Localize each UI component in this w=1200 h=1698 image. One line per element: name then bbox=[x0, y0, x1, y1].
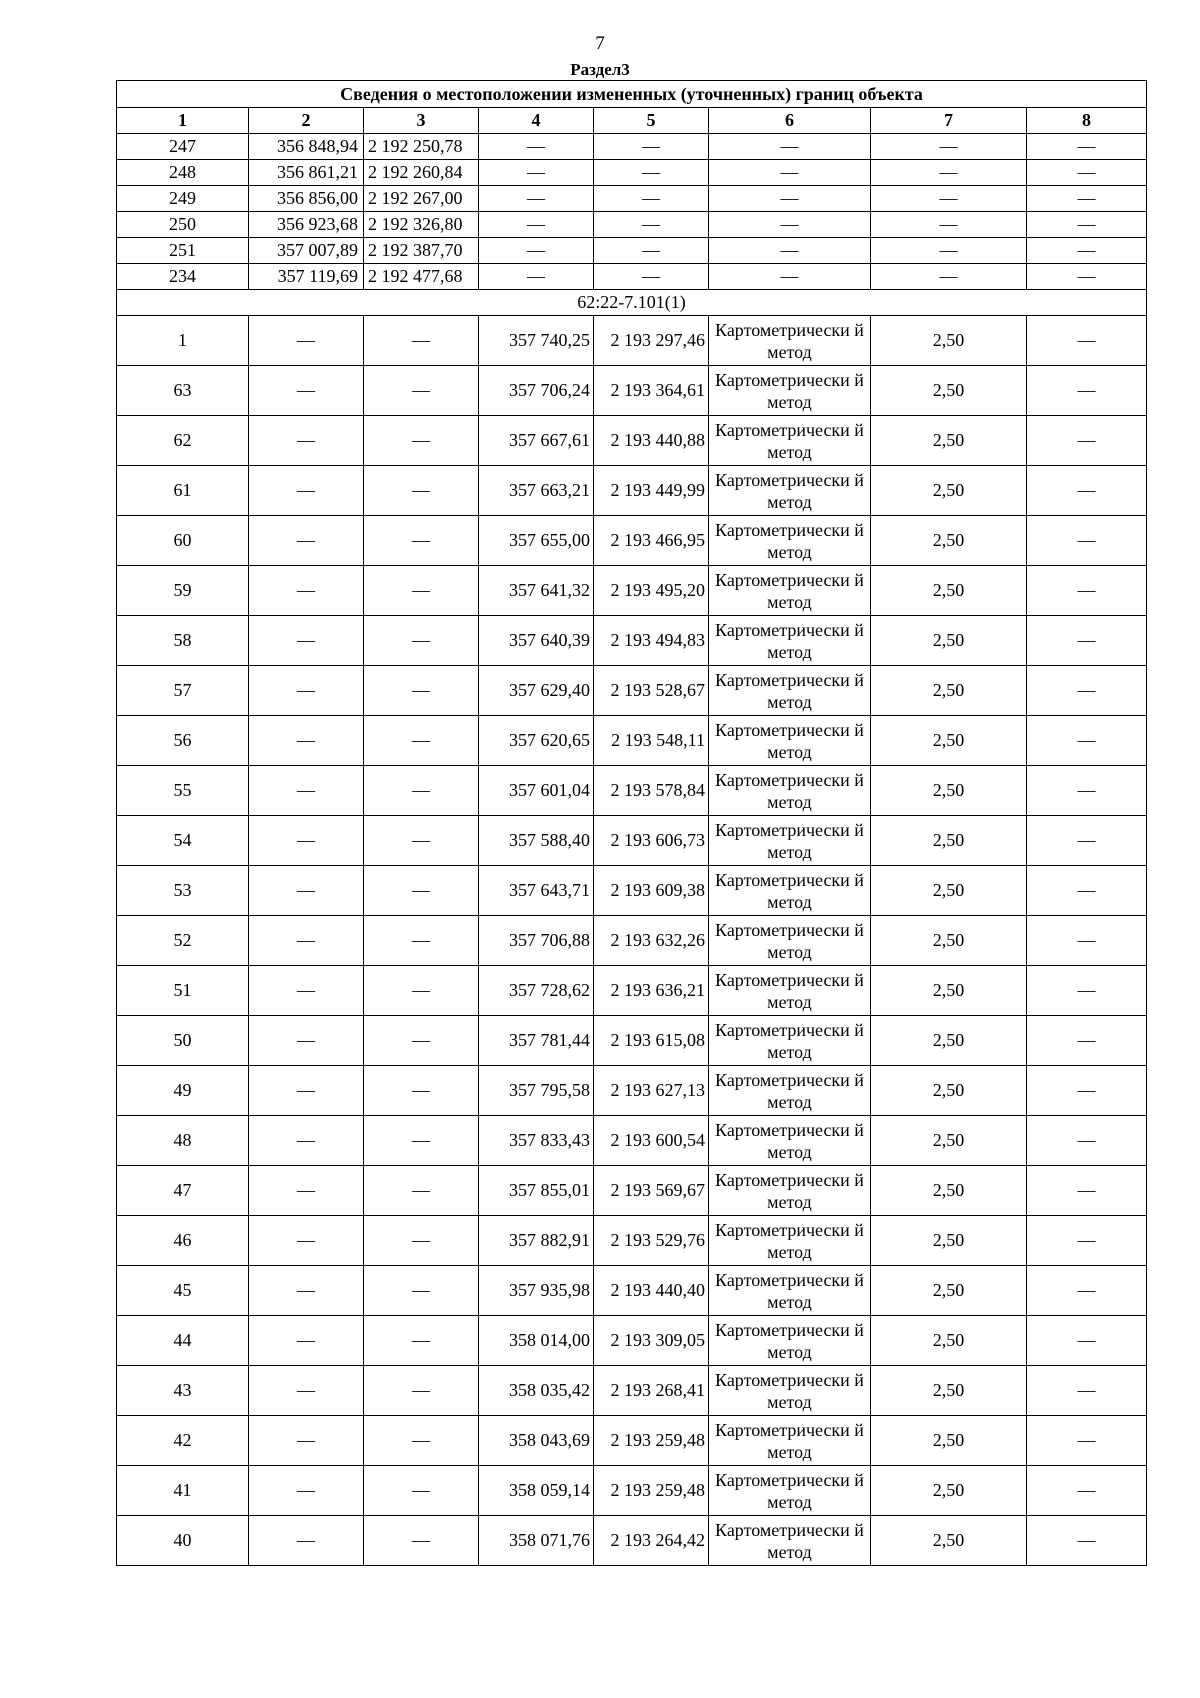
table-row bbox=[117, 1416, 1147, 1466]
empty-value-cell: — bbox=[364, 866, 479, 916]
table-row bbox=[117, 316, 1147, 366]
new-x-cell: 357 935,98 bbox=[479, 1266, 594, 1316]
empty-value-cell: — bbox=[1027, 966, 1147, 1016]
new-y-cell: 2 193 600,54 bbox=[594, 1116, 709, 1166]
new-x-cell: 357 655,00 bbox=[479, 516, 594, 566]
new-x-cell: 357 601,04 bbox=[479, 766, 594, 816]
table-row bbox=[117, 416, 1147, 466]
table-row bbox=[117, 1166, 1147, 1216]
existing-x-cell: 357 007,89 bbox=[249, 238, 364, 264]
empty-value-cell: — bbox=[1027, 212, 1147, 238]
empty-value-cell: — bbox=[1027, 316, 1147, 366]
empty-value-cell: — bbox=[249, 916, 364, 966]
new-y-cell: 2 193 495,20 bbox=[594, 566, 709, 616]
point-number-cell: 1 bbox=[117, 316, 249, 366]
new-y-cell: 2 193 606,73 bbox=[594, 816, 709, 866]
empty-value-cell: — bbox=[249, 366, 364, 416]
empty-value-cell: — bbox=[364, 1216, 479, 1266]
accuracy-cell: 2,50 bbox=[871, 816, 1027, 866]
method-cell: Картометрически й метод bbox=[709, 1016, 871, 1066]
empty-value-cell: — bbox=[364, 1016, 479, 1066]
empty-value-cell: — bbox=[1027, 816, 1147, 866]
point-number-cell: 247 bbox=[117, 134, 249, 160]
table-title: Сведения о местоположении измененных (уточненных) границ объекта bbox=[117, 81, 1147, 108]
empty-value-cell: — bbox=[249, 666, 364, 716]
empty-value-cell: — bbox=[1027, 916, 1147, 966]
empty-value-cell: — bbox=[871, 238, 1027, 264]
new-x-cell: 357 781,44 bbox=[479, 1016, 594, 1066]
point-number-cell: 45 bbox=[117, 1266, 249, 1316]
new-x-cell: 357 620,65 bbox=[479, 716, 594, 766]
empty-value-cell: — bbox=[479, 264, 594, 290]
empty-value-cell: — bbox=[249, 566, 364, 616]
accuracy-cell: 2,50 bbox=[871, 1466, 1027, 1516]
empty-value-cell: — bbox=[1027, 616, 1147, 666]
method-cell: Картометрически й метод bbox=[709, 1216, 871, 1266]
empty-value-cell: — bbox=[479, 238, 594, 264]
accuracy-cell: 2,50 bbox=[871, 316, 1027, 366]
table-row bbox=[117, 866, 1147, 916]
point-number-cell: 250 bbox=[117, 212, 249, 238]
new-y-cell: 2 193 297,46 bbox=[594, 316, 709, 366]
accuracy-cell: 2,50 bbox=[871, 1116, 1027, 1166]
column-number: 5 bbox=[594, 108, 709, 134]
point-number-cell: 249 bbox=[117, 186, 249, 212]
empty-value-cell: — bbox=[249, 816, 364, 866]
accuracy-cell: 2,50 bbox=[871, 366, 1027, 416]
empty-value-cell: — bbox=[364, 466, 479, 516]
table-row bbox=[117, 1366, 1147, 1416]
empty-value-cell: — bbox=[594, 238, 709, 264]
point-number-cell: 234 bbox=[117, 264, 249, 290]
point-number-cell: 40 bbox=[117, 1516, 249, 1566]
empty-value-cell: — bbox=[1027, 466, 1147, 516]
empty-value-cell: — bbox=[249, 866, 364, 916]
table-row bbox=[117, 666, 1147, 716]
accuracy-cell: 2,50 bbox=[871, 1366, 1027, 1416]
table-row bbox=[117, 1316, 1147, 1366]
empty-value-cell: — bbox=[249, 1266, 364, 1316]
empty-value-cell: — bbox=[1027, 516, 1147, 566]
table-row bbox=[117, 816, 1147, 866]
empty-value-cell: — bbox=[364, 616, 479, 666]
empty-value-cell: — bbox=[249, 1316, 364, 1366]
method-cell: Картометрически й метод bbox=[709, 666, 871, 716]
column-number: 6 bbox=[709, 108, 871, 134]
empty-value-cell: — bbox=[1027, 1066, 1147, 1116]
empty-value-cell: — bbox=[1027, 264, 1147, 290]
empty-value-cell: — bbox=[594, 160, 709, 186]
accuracy-cell: 2,50 bbox=[871, 1066, 1027, 1116]
table-row bbox=[117, 1066, 1147, 1116]
empty-value-cell: — bbox=[364, 566, 479, 616]
table-row bbox=[117, 566, 1147, 616]
method-cell: Картометрически й метод bbox=[709, 466, 871, 516]
point-number-cell: 46 bbox=[117, 1216, 249, 1266]
empty-value-cell: — bbox=[594, 264, 709, 290]
method-cell: Картометрически й метод bbox=[709, 966, 871, 1016]
empty-value-cell: — bbox=[1027, 186, 1147, 212]
empty-value-cell: — bbox=[364, 366, 479, 416]
existing-x-cell: 356 861,21 bbox=[249, 160, 364, 186]
new-x-cell: 357 588,40 bbox=[479, 816, 594, 866]
method-cell: Картометрически й метод bbox=[709, 866, 871, 916]
new-x-cell: 357 706,88 bbox=[479, 916, 594, 966]
empty-value-cell: — bbox=[364, 1416, 479, 1466]
method-cell: Картометрически й метод bbox=[709, 416, 871, 466]
empty-value-cell: — bbox=[1027, 1116, 1147, 1166]
new-x-cell: 357 667,61 bbox=[479, 416, 594, 466]
empty-value-cell: — bbox=[1027, 134, 1147, 160]
point-number-cell: 57 bbox=[117, 666, 249, 716]
accuracy-cell: 2,50 bbox=[871, 1166, 1027, 1216]
column-number: 1 bbox=[117, 108, 249, 134]
new-x-cell: 357 882,91 bbox=[479, 1216, 594, 1266]
empty-value-cell: — bbox=[709, 186, 871, 212]
empty-value-cell: — bbox=[364, 1466, 479, 1516]
empty-value-cell: — bbox=[1027, 1016, 1147, 1066]
new-y-cell: 2 193 364,61 bbox=[594, 366, 709, 416]
new-y-cell: 2 193 529,76 bbox=[594, 1216, 709, 1266]
empty-value-cell: — bbox=[709, 160, 871, 186]
method-cell: Картометрически й метод bbox=[709, 1266, 871, 1316]
column-number: 8 bbox=[1027, 108, 1147, 134]
new-y-cell: 2 193 627,13 bbox=[594, 1066, 709, 1116]
empty-value-cell: — bbox=[1027, 1416, 1147, 1466]
existing-y-cell: 2 192 267,00 bbox=[364, 186, 479, 212]
method-cell: Картометрически й метод bbox=[709, 366, 871, 416]
point-number-cell: 51 bbox=[117, 966, 249, 1016]
empty-value-cell: — bbox=[249, 766, 364, 816]
empty-value-cell: — bbox=[249, 1166, 364, 1216]
table-row bbox=[117, 1466, 1147, 1516]
empty-value-cell: — bbox=[364, 716, 479, 766]
point-number-cell: 50 bbox=[117, 1016, 249, 1066]
point-number-cell: 58 bbox=[117, 616, 249, 666]
empty-value-cell: — bbox=[1027, 1516, 1147, 1566]
accuracy-cell: 2,50 bbox=[871, 566, 1027, 616]
empty-value-cell: — bbox=[249, 716, 364, 766]
point-number-cell: 49 bbox=[117, 1066, 249, 1116]
table-row bbox=[117, 212, 1147, 238]
empty-value-cell: — bbox=[249, 1066, 364, 1116]
method-cell: Картометрически й метод bbox=[709, 716, 871, 766]
existing-x-cell: 356 856,00 bbox=[249, 186, 364, 212]
empty-value-cell: — bbox=[709, 134, 871, 160]
empty-value-cell: — bbox=[249, 1466, 364, 1516]
empty-value-cell: — bbox=[871, 212, 1027, 238]
existing-y-cell: 2 192 260,84 bbox=[364, 160, 479, 186]
point-number-cell: 53 bbox=[117, 866, 249, 916]
table-row bbox=[117, 466, 1147, 516]
empty-value-cell: — bbox=[249, 616, 364, 666]
accuracy-cell: 2,50 bbox=[871, 716, 1027, 766]
empty-value-cell: — bbox=[1027, 1216, 1147, 1266]
accuracy-cell: 2,50 bbox=[871, 1316, 1027, 1366]
column-number: 4 bbox=[479, 108, 594, 134]
table-row bbox=[117, 516, 1147, 566]
empty-value-cell: — bbox=[1027, 666, 1147, 716]
new-y-cell: 2 193 609,38 bbox=[594, 866, 709, 916]
empty-value-cell: — bbox=[594, 186, 709, 212]
new-x-cell: 357 643,71 bbox=[479, 866, 594, 916]
point-number-cell: 55 bbox=[117, 766, 249, 816]
new-x-cell: 358 071,76 bbox=[479, 1516, 594, 1566]
new-x-cell: 357 833,43 bbox=[479, 1116, 594, 1166]
new-x-cell: 357 728,62 bbox=[479, 966, 594, 1016]
table-row bbox=[117, 134, 1147, 160]
accuracy-cell: 2,50 bbox=[871, 1416, 1027, 1466]
table-row bbox=[117, 1266, 1147, 1316]
empty-value-cell: — bbox=[871, 186, 1027, 212]
existing-y-cell: 2 192 387,70 bbox=[364, 238, 479, 264]
method-cell: Картометрически й метод bbox=[709, 1466, 871, 1516]
empty-value-cell: — bbox=[594, 212, 709, 238]
method-cell: Картометрически й метод bbox=[709, 916, 871, 966]
method-cell: Картометрически й метод bbox=[709, 1066, 871, 1116]
empty-value-cell: — bbox=[249, 316, 364, 366]
point-number-cell: 47 bbox=[117, 1166, 249, 1216]
empty-value-cell: — bbox=[249, 1016, 364, 1066]
empty-value-cell: — bbox=[364, 1116, 479, 1166]
table-row bbox=[117, 616, 1147, 666]
method-cell: Картометрически й метод bbox=[709, 316, 871, 366]
point-number-cell: 63 bbox=[117, 366, 249, 416]
method-cell: Картометрически й метод bbox=[709, 1416, 871, 1466]
empty-value-cell: — bbox=[871, 160, 1027, 186]
empty-value-cell: — bbox=[364, 416, 479, 466]
column-number-row bbox=[117, 108, 1147, 134]
empty-value-cell: — bbox=[709, 238, 871, 264]
accuracy-cell: 2,50 bbox=[871, 916, 1027, 966]
new-x-cell: 358 014,00 bbox=[479, 1316, 594, 1366]
new-x-cell: 357 740,25 bbox=[479, 316, 594, 366]
accuracy-cell: 2,50 bbox=[871, 1516, 1027, 1566]
empty-value-cell: — bbox=[249, 1416, 364, 1466]
new-y-cell: 2 193 636,21 bbox=[594, 966, 709, 1016]
empty-value-cell: — bbox=[594, 134, 709, 160]
empty-value-cell: — bbox=[1027, 1266, 1147, 1316]
table-row bbox=[117, 916, 1147, 966]
section-title: Раздел3 bbox=[570, 60, 630, 79]
new-y-cell: 2 193 578,84 bbox=[594, 766, 709, 816]
point-number-cell: 44 bbox=[117, 1316, 249, 1366]
accuracy-cell: 2,50 bbox=[871, 766, 1027, 816]
empty-value-cell: — bbox=[249, 1216, 364, 1266]
new-y-cell: 2 193 528,67 bbox=[594, 666, 709, 716]
point-number-cell: 52 bbox=[117, 916, 249, 966]
new-x-cell: 357 629,40 bbox=[479, 666, 594, 716]
existing-y-cell: 2 192 477,68 bbox=[364, 264, 479, 290]
empty-value-cell: — bbox=[1027, 1366, 1147, 1416]
new-y-cell: 2 193 440,40 bbox=[594, 1266, 709, 1316]
point-number-cell: 62 bbox=[117, 416, 249, 466]
accuracy-cell: 2,50 bbox=[871, 866, 1027, 916]
method-cell: Картометрически й метод bbox=[709, 816, 871, 866]
point-number-cell: 42 bbox=[117, 1416, 249, 1466]
empty-value-cell: — bbox=[479, 186, 594, 212]
existing-x-cell: 357 119,69 bbox=[249, 264, 364, 290]
accuracy-cell: 2,50 bbox=[871, 1266, 1027, 1316]
table-row bbox=[117, 238, 1147, 264]
point-number-cell: 54 bbox=[117, 816, 249, 866]
empty-value-cell: — bbox=[1027, 1166, 1147, 1216]
subsection-label: 62:22-7.101(1) bbox=[117, 290, 1147, 316]
new-y-cell: 2 193 615,08 bbox=[594, 1016, 709, 1066]
empty-value-cell: — bbox=[364, 1066, 479, 1116]
accuracy-cell: 2,50 bbox=[871, 616, 1027, 666]
empty-value-cell: — bbox=[1027, 416, 1147, 466]
new-y-cell: 2 193 440,88 bbox=[594, 416, 709, 466]
accuracy-cell: 2,50 bbox=[871, 416, 1027, 466]
method-cell: Картометрически й метод bbox=[709, 766, 871, 816]
column-number: 3 bbox=[364, 108, 479, 134]
point-number-cell: 251 bbox=[117, 238, 249, 264]
point-number-cell: 48 bbox=[117, 1116, 249, 1166]
empty-value-cell: — bbox=[249, 516, 364, 566]
empty-value-cell: — bbox=[249, 416, 364, 466]
new-y-cell: 2 193 494,83 bbox=[594, 616, 709, 666]
table-row bbox=[117, 1216, 1147, 1266]
point-number-cell: 56 bbox=[117, 716, 249, 766]
empty-value-cell: — bbox=[364, 316, 479, 366]
accuracy-cell: 2,50 bbox=[871, 466, 1027, 516]
table-row bbox=[117, 716, 1147, 766]
empty-value-cell: — bbox=[364, 1366, 479, 1416]
boundary-coordinates-table bbox=[116, 80, 1147, 1566]
table-row bbox=[117, 1516, 1147, 1566]
accuracy-cell: 2,50 bbox=[871, 1016, 1027, 1066]
empty-value-cell: — bbox=[871, 264, 1027, 290]
table-row bbox=[117, 766, 1147, 816]
empty-value-cell: — bbox=[1027, 160, 1147, 186]
table-row bbox=[117, 1116, 1147, 1166]
point-number-cell: 61 bbox=[117, 466, 249, 516]
new-x-cell: 358 035,42 bbox=[479, 1366, 594, 1416]
accuracy-cell: 2,50 bbox=[871, 1216, 1027, 1266]
new-y-cell: 2 193 259,48 bbox=[594, 1466, 709, 1516]
method-cell: Картометрически й метод bbox=[709, 1316, 871, 1366]
table-row bbox=[117, 186, 1147, 212]
empty-value-cell: — bbox=[1027, 716, 1147, 766]
empty-value-cell: — bbox=[364, 966, 479, 1016]
empty-value-cell: — bbox=[364, 766, 479, 816]
empty-value-cell: — bbox=[479, 212, 594, 238]
new-x-cell: 357 795,58 bbox=[479, 1066, 594, 1116]
method-cell: Картометрически й метод bbox=[709, 1366, 871, 1416]
existing-y-cell: 2 192 326,80 bbox=[364, 212, 479, 238]
point-number-cell: 59 bbox=[117, 566, 249, 616]
empty-value-cell: — bbox=[364, 516, 479, 566]
column-number: 7 bbox=[871, 108, 1027, 134]
empty-value-cell: — bbox=[1027, 1316, 1147, 1366]
empty-value-cell: — bbox=[479, 134, 594, 160]
new-x-cell: 357 663,21 bbox=[479, 466, 594, 516]
empty-value-cell: — bbox=[871, 134, 1027, 160]
new-y-cell: 2 193 449,99 bbox=[594, 466, 709, 516]
new-y-cell: 2 193 548,11 bbox=[594, 716, 709, 766]
new-y-cell: 2 193 259,48 bbox=[594, 1416, 709, 1466]
existing-x-cell: 356 923,68 bbox=[249, 212, 364, 238]
table-row bbox=[117, 264, 1147, 290]
point-number-cell: 41 bbox=[117, 1466, 249, 1516]
new-x-cell: 357 706,24 bbox=[479, 366, 594, 416]
new-x-cell: 357 640,39 bbox=[479, 616, 594, 666]
new-x-cell: 358 043,69 bbox=[479, 1416, 594, 1466]
point-number-cell: 60 bbox=[117, 516, 249, 566]
table-row bbox=[117, 1016, 1147, 1066]
new-y-cell: 2 193 268,41 bbox=[594, 1366, 709, 1416]
empty-value-cell: — bbox=[709, 264, 871, 290]
page-number: 7 bbox=[595, 33, 605, 54]
method-cell: Картометрически й метод bbox=[709, 1166, 871, 1216]
empty-value-cell: — bbox=[1027, 238, 1147, 264]
new-x-cell: 357 855,01 bbox=[479, 1166, 594, 1216]
table-row bbox=[117, 366, 1147, 416]
new-y-cell: 2 193 466,95 bbox=[594, 516, 709, 566]
empty-value-cell: — bbox=[249, 1516, 364, 1566]
empty-value-cell: — bbox=[1027, 1466, 1147, 1516]
empty-value-cell: — bbox=[364, 916, 479, 966]
empty-value-cell: — bbox=[249, 1116, 364, 1166]
point-number-cell: 43 bbox=[117, 1366, 249, 1416]
empty-value-cell: — bbox=[1027, 566, 1147, 616]
empty-value-cell: — bbox=[249, 466, 364, 516]
new-y-cell: 2 193 309,05 bbox=[594, 1316, 709, 1366]
point-number-cell: 248 bbox=[117, 160, 249, 186]
new-x-cell: 357 641,32 bbox=[479, 566, 594, 616]
empty-value-cell: — bbox=[479, 160, 594, 186]
table-row bbox=[117, 160, 1147, 186]
new-y-cell: 2 193 569,67 bbox=[594, 1166, 709, 1216]
empty-value-cell: — bbox=[249, 966, 364, 1016]
method-cell: Картометрически й метод bbox=[709, 1516, 871, 1566]
method-cell: Картометрически й метод bbox=[709, 616, 871, 666]
method-cell: Картометрически й метод bbox=[709, 1116, 871, 1166]
accuracy-cell: 2,50 bbox=[871, 666, 1027, 716]
existing-x-cell: 356 848,94 bbox=[249, 134, 364, 160]
empty-value-cell: — bbox=[709, 212, 871, 238]
empty-value-cell: — bbox=[364, 1316, 479, 1366]
new-y-cell: 2 193 264,42 bbox=[594, 1516, 709, 1566]
empty-value-cell: — bbox=[364, 666, 479, 716]
empty-value-cell: — bbox=[1027, 866, 1147, 916]
method-cell: Картометрически й метод bbox=[709, 566, 871, 616]
method-cell: Картометрически й метод bbox=[709, 516, 871, 566]
accuracy-cell: 2,50 bbox=[871, 966, 1027, 1016]
empty-value-cell: — bbox=[364, 816, 479, 866]
table-row bbox=[117, 966, 1147, 1016]
empty-value-cell: — bbox=[249, 1366, 364, 1416]
new-x-cell: 358 059,14 bbox=[479, 1466, 594, 1516]
new-y-cell: 2 193 632,26 bbox=[594, 916, 709, 966]
empty-value-cell: — bbox=[364, 1166, 479, 1216]
empty-value-cell: — bbox=[1027, 366, 1147, 416]
empty-value-cell: — bbox=[1027, 766, 1147, 816]
subsection-row bbox=[117, 290, 1147, 316]
empty-value-cell: — bbox=[364, 1516, 479, 1566]
column-number: 2 bbox=[249, 108, 364, 134]
empty-value-cell: — bbox=[364, 1266, 479, 1316]
accuracy-cell: 2,50 bbox=[871, 516, 1027, 566]
existing-y-cell: 2 192 250,78 bbox=[364, 134, 479, 160]
